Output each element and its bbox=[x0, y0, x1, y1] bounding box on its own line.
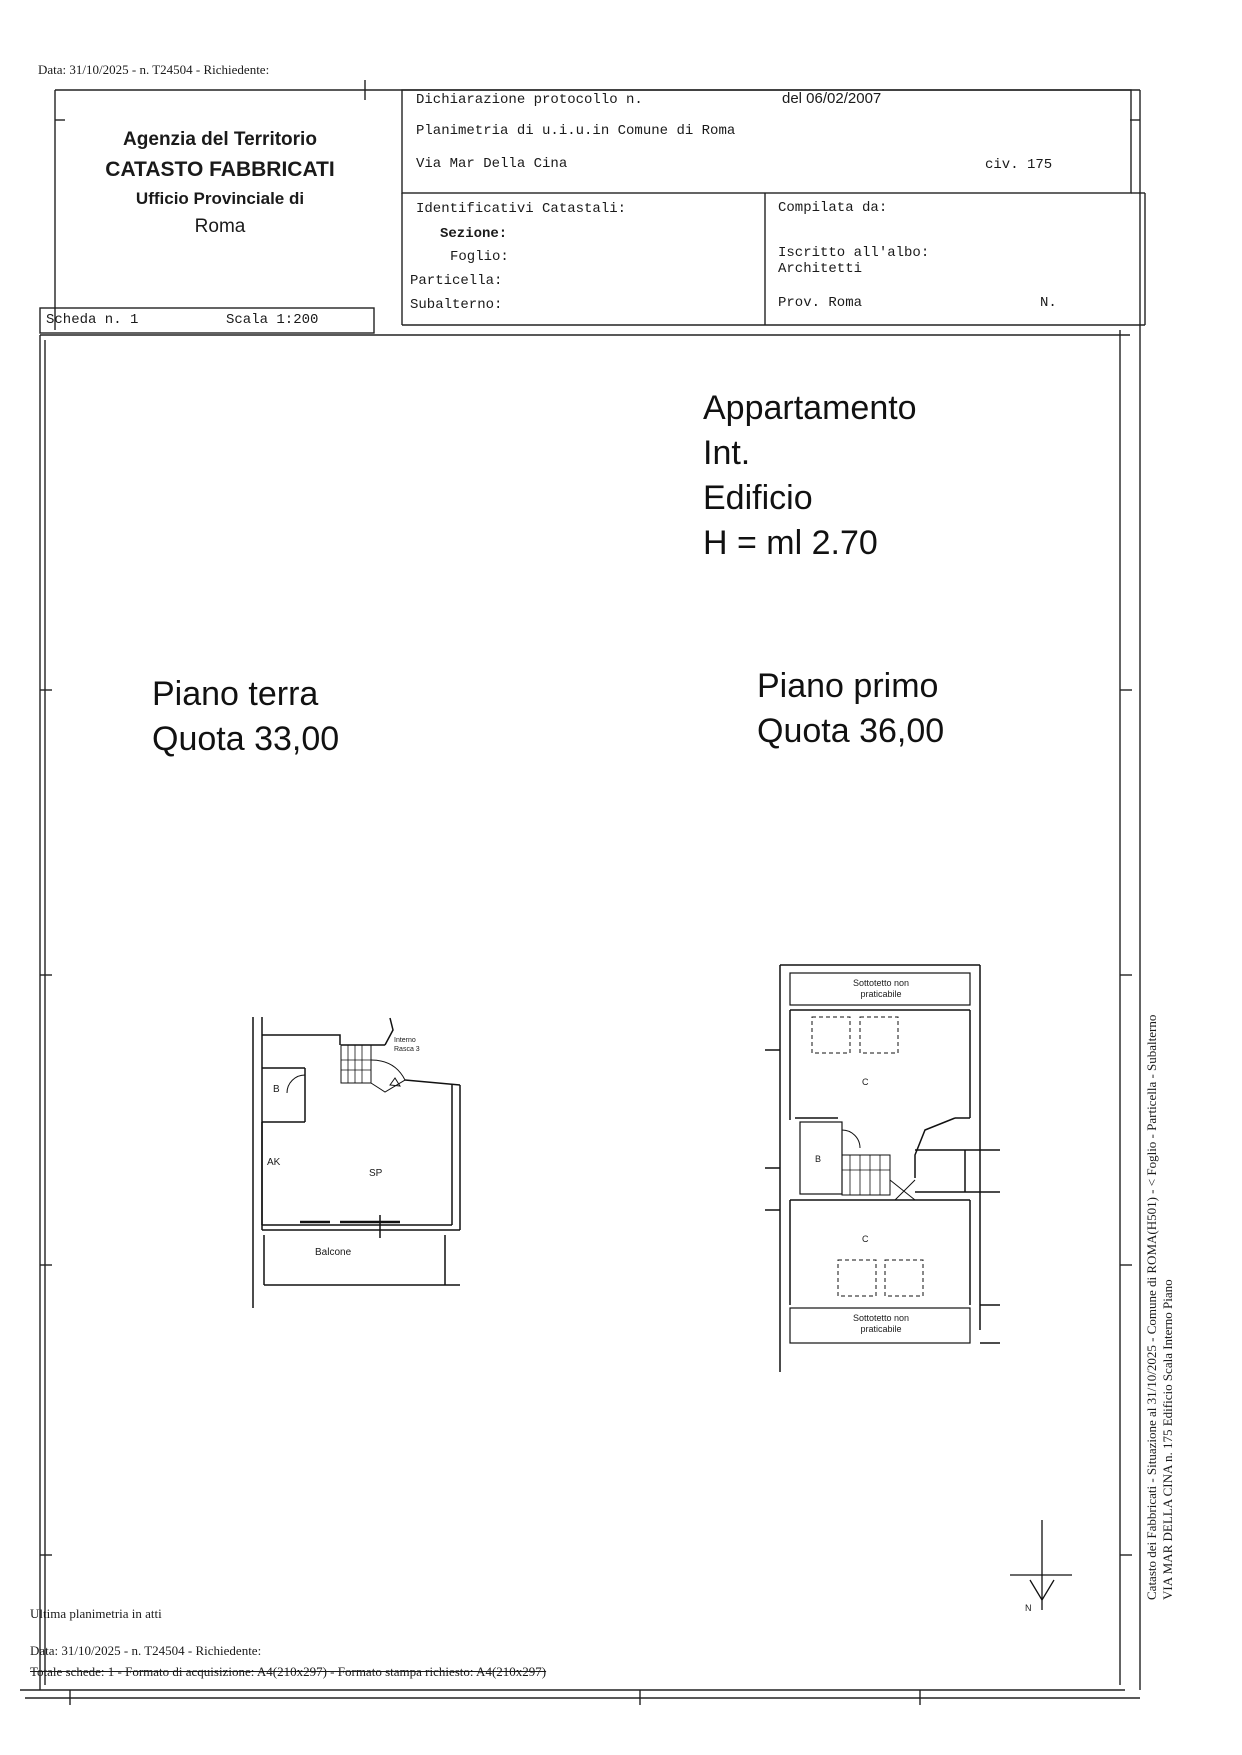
top-request-line: Data: 31/10/2025 - n. T24504 - Richiedente: bbox=[38, 62, 270, 77]
room-label-interno bbox=[394, 1036, 420, 1054]
first-floor-quota: Quota 36,00 bbox=[757, 712, 945, 750]
room-label-c-bottom: C bbox=[862, 1234, 869, 1244]
room-label-c-top: C bbox=[862, 1077, 869, 1087]
dichiarazione-date: del 06/02/2007 bbox=[782, 90, 882, 107]
agency-name: Agenzia del Territorio bbox=[123, 129, 317, 150]
first-floor-plan bbox=[765, 965, 1000, 1372]
planimetria-label: Planimetria di u.i.u.in Comune di Roma bbox=[416, 123, 736, 139]
ultima-planimetria: Ultima planimetria in atti bbox=[30, 1606, 162, 1621]
north-arrow bbox=[1010, 1520, 1072, 1610]
catasto-title: CATASTO FABBRICATI bbox=[105, 158, 335, 181]
ground-floor-title-block bbox=[152, 672, 339, 762]
via-label: Via Mar Della Cina bbox=[416, 156, 568, 172]
interno-line-2: Rasca 3 bbox=[394, 1046, 420, 1053]
unit-height: H = ml 2.70 bbox=[703, 524, 878, 562]
room-label-balcone: Balcone bbox=[315, 1247, 352, 1258]
unit-info-block bbox=[703, 386, 917, 566]
room-label-b-first: B bbox=[815, 1154, 822, 1164]
side-situazione-line: Catasto dei Fabbricati - Situazione al 31/10/2025 - Comune di ROMA(H501) - < Foglio - Particella - Subalterno bbox=[1144, 1014, 1159, 1600]
footer-request-line: Data: 31/10/2025 - n. T24504 - Richiedente: bbox=[30, 1643, 262, 1658]
footer-totale-schede: Totale schede: 1 - Formato di acquisizione: A4(210x297) - Formato stampa richiesto: A4(210x297) bbox=[30, 1664, 547, 1679]
room-label-sottotetto-bottom bbox=[792, 1313, 970, 1335]
room-label-ak: AK bbox=[267, 1157, 281, 1168]
room-label-b-ground: B bbox=[273, 1084, 280, 1095]
iscritto-label: Iscritto all'albo: bbox=[778, 245, 930, 261]
sottotetto-top-line-1: Sottotetto non bbox=[852, 978, 910, 988]
room-label-sottotetto-top bbox=[792, 978, 970, 1000]
scheda-label: Scheda n. 1 bbox=[46, 312, 139, 328]
sottotetto-bottom-line-1: Sottotetto non bbox=[852, 1313, 910, 1323]
ground-floor-title: Piano terra bbox=[152, 675, 319, 713]
header-agency-block bbox=[70, 126, 370, 242]
sottotetto-bottom-line-2: praticabile bbox=[860, 1324, 902, 1334]
interno-line-1: Interno bbox=[394, 1037, 416, 1044]
room-label-sp: SP bbox=[369, 1168, 383, 1179]
ground-floor-plan bbox=[253, 1017, 460, 1308]
numero-label: N. bbox=[1040, 295, 1057, 311]
north-label: N bbox=[1025, 1603, 1032, 1613]
civ-label: civ. 175 bbox=[985, 157, 1053, 173]
ufficio-city: Roma bbox=[194, 216, 246, 237]
albo-value: Architetti bbox=[778, 261, 863, 277]
foglio-label: Foglio: bbox=[450, 249, 509, 265]
unit-interno: Int. bbox=[703, 434, 751, 472]
sezione-label: Sezione: bbox=[440, 226, 508, 242]
scala-label: Scala 1:200 bbox=[226, 312, 319, 328]
particella-label: Particella: bbox=[410, 273, 503, 289]
ground-floor-quota: Quota 33,00 bbox=[152, 720, 340, 758]
prov-label: Prov. Roma bbox=[778, 295, 863, 311]
sottotetto-top-line-2: praticabile bbox=[860, 989, 902, 999]
unit-type: Appartamento bbox=[703, 389, 917, 427]
first-floor-title-block bbox=[757, 664, 944, 754]
unit-edificio: Edificio bbox=[703, 479, 813, 517]
compilata-label: Compilata da: bbox=[778, 200, 888, 216]
ufficio-label: Ufficio Provinciale di bbox=[135, 189, 305, 208]
subalterno-label: Subalterno: bbox=[410, 297, 503, 313]
side-address-line: VIA MAR DELLA CINA n. 175 Edificio Scala Interno Piano bbox=[1160, 1279, 1175, 1600]
identificativi-label: Identificativi Catastali: bbox=[416, 201, 627, 217]
dichiarazione-label: Dichiarazione protocollo n. bbox=[416, 92, 643, 108]
first-floor-title: Piano primo bbox=[757, 667, 939, 705]
